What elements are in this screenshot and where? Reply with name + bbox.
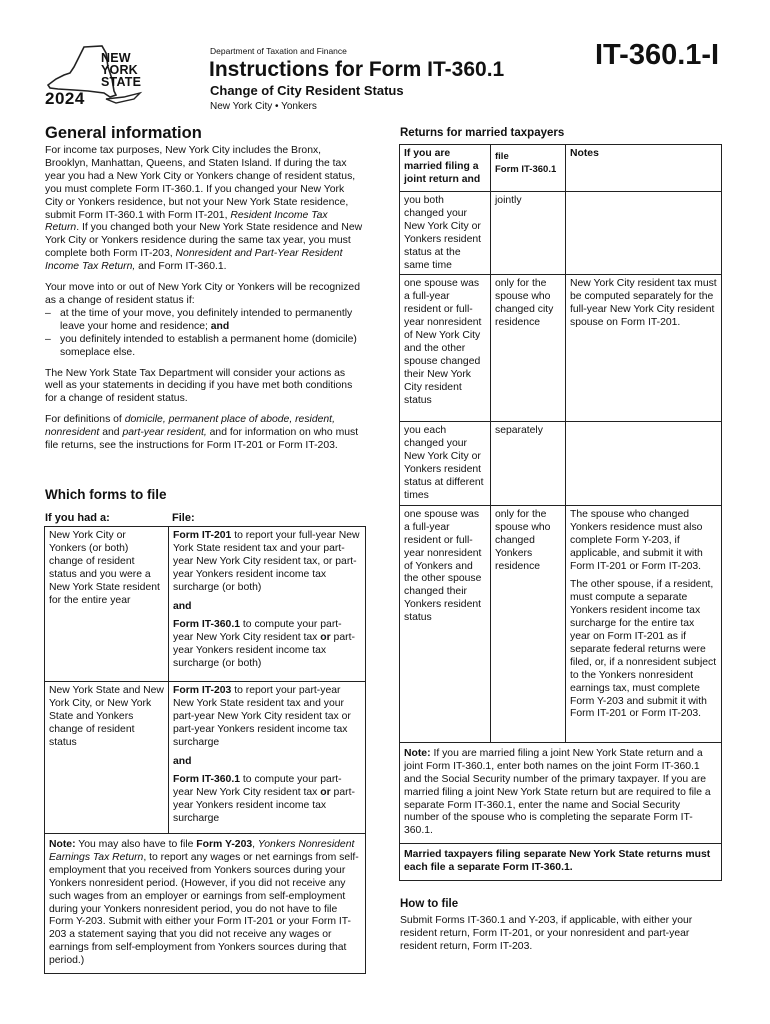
table-row: [400, 742, 722, 843]
table-cell: New York City resident tax must be computed separately for the full-year New York City resident spouse on Form IT-201.: [566, 275, 722, 422]
table-cell: you each changed your New York City or Yonkers resident status at different times: [400, 422, 491, 505]
actions-paragraph: The New York State Tax Department will consider your actions as well as your statements in deciding if you have met both conditions for a change of resident status.: [45, 367, 353, 405]
married-heading: Returns for married taxpayers: [400, 127, 565, 139]
table-row: [400, 505, 722, 742]
form-number: IT-360.1-I: [595, 39, 720, 71]
table-cell: [566, 422, 722, 505]
table-row: [400, 422, 722, 505]
table-cell: jointly: [491, 192, 566, 275]
separate-returns-note: Married taxpayers filing separate New York State returns must each file a separate Form IT-360.1.: [400, 844, 722, 881]
which-forms-heading: Which forms to file: [45, 487, 167, 502]
table-row: [400, 275, 722, 422]
joint-return-note: Note: If you are married filing a joint New York State return and a joint Form IT-360.1, enter both names on the joint Form IT-360.1 and the Social Security number of the primary taxpayer. If you are married filing a joint New York State return but are required to file a separate Form IT-360.1, enter the name and Social Security number of the spouse who is completing the separate Form IT-360.1.: [400, 742, 722, 843]
col-file: File:: [172, 512, 195, 524]
table-cell: only for the spouse who changed Yonkers residence: [491, 505, 566, 742]
table-header-cell: If you are married filing a joint return and: [400, 145, 491, 192]
table-row: [45, 834, 366, 974]
table-cell: Form IT-203 to report your part-year New York State resident tax and your part-year New York City resident tax or part-year Yonkers resident income tax surcharge and Form IT-360.1 to compute your part-year New York City resident tax or part-year Yonkers resident income tax surcharge: [169, 682, 366, 834]
logo-line-york: YORK: [101, 63, 138, 77]
condition-list: [45, 308, 363, 360]
table-row: [45, 682, 366, 834]
table-cell: one spouse was a full-year resident or full-year nonresident of Yonkers and the other spouse changed their Yonkers resident status: [400, 505, 491, 742]
table-cell: The spouse who changed Yonkers residence must also complete Form Y-203, if applicable, and submit it with Form IT-201 or Form IT-203. The other spouse, if a resident, must compute a separate Yonkers resident income tax surcharge for the entire tax year on Form IT-201 as if separate federal returns were filed, or, if a nonresident subject to the Yonkers nonresident earnings tax, must complete Form Y-203 and submit it with Form IT-201 or Form IT-203.: [566, 505, 722, 742]
table-cell: one spouse was a full-year resident or full-year nonresident of New York City and the other spouse changed their New York City resident status: [400, 275, 491, 422]
table-cell: New York State and New York City, or New York State and Yonkers change of resident status: [45, 682, 169, 834]
table-row: [400, 145, 722, 192]
how-to-file-text: Submit Forms IT-360.1 and Y-203, if applicable, with either your resident return, Form IT-201, or your nonresident and part-year resident return, Form IT-203.: [400, 915, 693, 952]
state-logo: [44, 43, 154, 111]
table-cell: New York City or Yonkers (or both) change of resident status and you were a New York State resident for the entire year: [45, 527, 169, 682]
col-if-you-had: If you had a:: [45, 512, 110, 524]
how-to-file-heading: How to file: [400, 898, 459, 910]
table-row: [400, 844, 722, 881]
married-table: [399, 144, 722, 881]
table-header-cell: Notes: [566, 145, 722, 192]
logo-line-new: NEW: [101, 51, 131, 65]
table-header-cell: file Form IT-360.1: [491, 145, 566, 192]
page-title: Instructions for Form IT-360.1: [209, 58, 505, 81]
table-row: [400, 192, 722, 275]
table-row: [45, 527, 366, 682]
logo-line-state: STATE: [101, 75, 142, 89]
table-cell: you both changed your New York City or Yonkers resident status at the same time: [400, 192, 491, 275]
condition-item: – at the time of your move, you definitely intended to permanently leave your home and residence; and: [45, 308, 363, 334]
condition-item: – you definitely intended to establish a permanent home (domicile) someplace else.: [45, 334, 363, 360]
city-list: New York City • Yonkers: [210, 101, 317, 112]
change-status-paragraph: Your move into or out of New York City or Yonkers will be recognized as a change of resident status if:: [45, 282, 360, 306]
table-cell: separately: [491, 422, 566, 505]
general-info-body: [45, 145, 363, 461]
yonkers-note: Note: You may also have to file Form Y-203, Yonkers Nonresident Earnings Tax Return, to report any wages or net earnings from self-employment that you received from Yonkers sources during your Yonkers nonresident period. (However, if you did not receive any such wages from an employer or earnings from self-employment during your Yonkers nonresident period, you do not have to file Form Y-203. Submit with either your Form IT-201 or your Form IT-203 a statement saying that you did not receive any wages or earnings from self-employment from Yonkers sources during that period.): [45, 834, 366, 974]
table-cell: [566, 192, 722, 275]
table-cell: only for the spouse who changed city residence: [491, 275, 566, 422]
table-cell: Form IT-201 to report your full-year New York State resident tax and your part-year New York City resident tax, or part-year Yonkers resident income tax surcharge (or both) and Form IT-360.1 to compute your part-year New York City resident tax or part-year Yonkers resident income tax surcharge (or both): [169, 527, 366, 682]
general-info-paragraph: For income tax purposes, New York City includes the Bronx, Brooklyn, Manhattan, Queens, and Staten Island. If during the tax year you had a New York City or Yonkers change of resident status, you must complete Form IT-360.1. If you changed your New York City or Yonkers residence, but not your New York State residence, submit Form IT-360.1 with Form IT-201, Resident Income Tax Return. If you changed both your New York State residence and New York City or Yonkers residence during the same tax year, you must complete both Form IT-203, Nonresident and Part-Year Resident Income Tax Return, and Form IT-360.1.: [45, 145, 363, 273]
department-name: Department of Taxation and Finance: [210, 46, 347, 56]
definitions-paragraph: For definitions of domicile, permanent place of abode, resident, nonresident and part-year resident, and for information on who must file returns, see the instructions for Form IT-201 or Form IT-203.: [45, 414, 359, 452]
tax-year: 2024: [45, 89, 85, 108]
general-info-heading: General information: [45, 124, 202, 142]
page-subtitle: Change of City Resident Status: [210, 83, 404, 98]
which-forms-table: [44, 526, 366, 974]
